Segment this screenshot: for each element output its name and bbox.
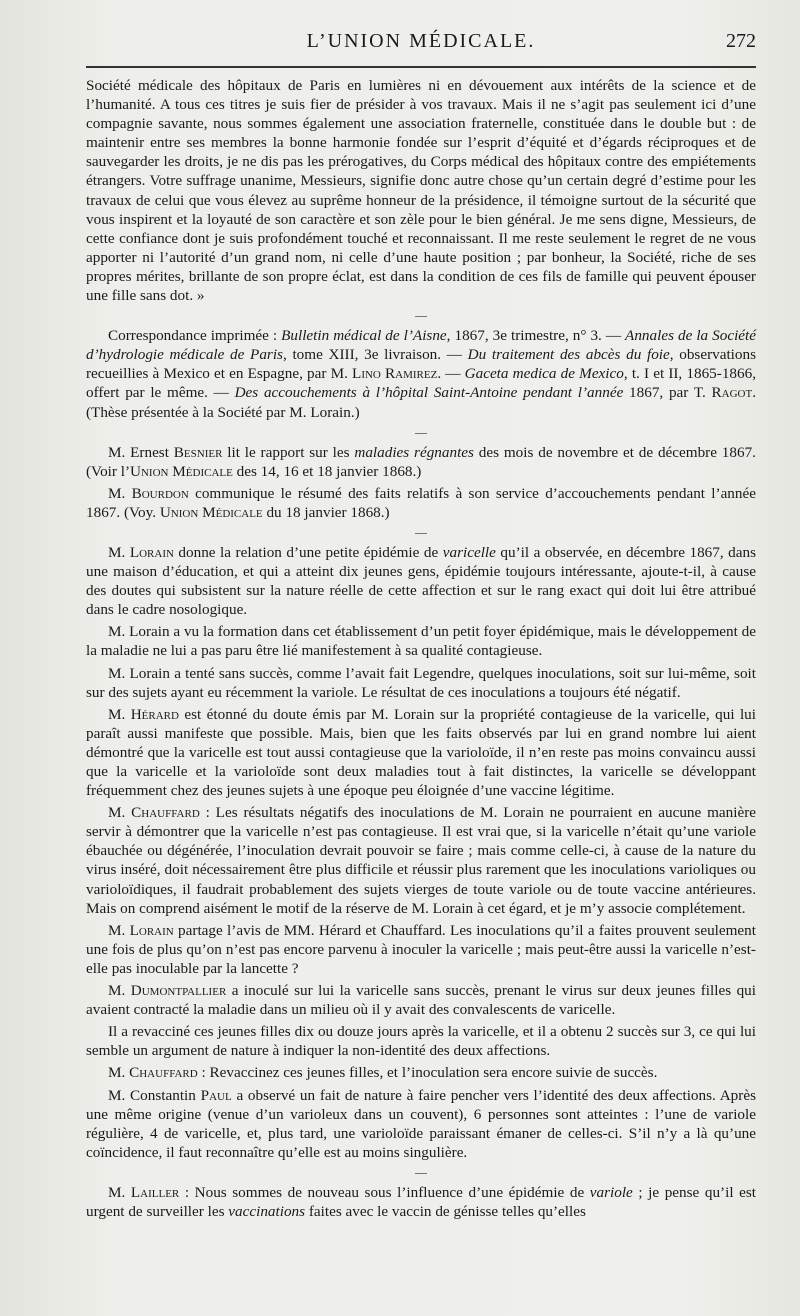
paragraph-dumontpallier: M. Dumontpallier a inoculé sur lui la varicelle sans succès, prenant le virus sur deux jeunes filles qui avaient contracté la maladie dans un milieu où il y avait des convalescents de varicelle. xyxy=(86,982,756,1019)
separator: — xyxy=(415,524,427,539)
paragraph-herard: M. Hérard est étonné du doute émis par M. Lorain sur la propriété contagieuse de la varicelle, qui lui paraît aussi manifeste que possible. Mais, bien que les faits observés par lui en grand nombre lui aient démontré que la varicelle est tout aussi contagieuse que la varioloïde, il n’en reste pas moins convaincu aussi que la varicelle et la varioloïde sont deux maladies tout à fait distinctes, la varicelle se développant fréquemment chez des jeunes sujets à une époque peu éloignée d’une vaccine légitime. xyxy=(86,705,756,800)
separator: — xyxy=(415,424,427,439)
paragraph-paul: M. Constantin Paul a observé un fait de nature à faire pencher vers l’identité des deux affections. Après une même origine (venue d’un varioleux dans un couvent), 6 personnes sont atteintes : l’une de variole régulière, 4 de varicelle, et, plus tard, une varioloïde paraissant émaner de celles-ci. S’il n’y a là qu’une coïncidence, il faut reconnaître qu’elle est au moins singulière. xyxy=(86,1086,756,1161)
paragraph-chauffard-reply: M. Chauffard : Revaccinez ces jeunes filles, et l’inoculation sera encore suivie de succès. xyxy=(108,1064,658,1082)
article-body xyxy=(86,76,756,1221)
page-number: 272 xyxy=(726,30,756,52)
paragraph-bourdon: M. Bourdon communique le résumé des faits relatifs à son service d’accouchements pendant l’année 1867. (Voy. Union Médicale du 18 janvier 1868.) xyxy=(86,484,756,521)
journal-title: L’UNION MÉDICALE. xyxy=(306,30,536,52)
separator: — xyxy=(415,1164,427,1179)
paragraph-correspondance: Correspondance imprimée : Bulletin médical de l’Aisne, 1867, 3e trimestre, n° 3. — Annales de la Société d’hydrologie médicale de Paris, tome XIII, 3e livraison. — Du traitement des abcès du foie, observations recueillies à Mexico et en Espagne, par M. Lino Ramirez. — Gaceta medica de Mexico, t. I et II, 1865-1866, offert par le même. — Des accouchements à l’hôpital Saint-Antoine pendant l’année 1867, par T. Ragot. (Thèse présentée à la Société par M. Lorain.) xyxy=(86,327,757,421)
paragraph-chauffard: M. Chauffard : Les résultats négatifs des inoculations de M. Lorain ne pourraient en aucune manière servir à démontrer que la varicelle n’est pas contagieuse. Il est vrai que, si la varicelle n’était qu’une variole ébauchée ou dégénérée, l’inoculation devrait pouvoir se faire ; mais comme celle-ci, à cause de la nature du virus inséré, doit nécessairement être plus difficile et réussir plus rarement que les inoculations varioliques ou varioloïdiques, il faudrait probablement des sujets vierges de toute variole ou de toute vaccine antérieures. Mais on comprend aisément le motif de la réserve de M. Lorain à cet égard, et je m’y associe complétement. xyxy=(86,804,756,917)
paragraph-lorain-relation: M. Lorain donne la relation d’une petite épidémie de varicelle qu’il a observée, en décembre 1867, dans une maison d’éducation, et qui a atteint dix jeunes gens, épidémie toujours intéressante, ajoute-t-il, à cause des doutes qui subsistent sur la nature réelle de cette affection et sur le rang exact qui doit lui être attribué dans le cadre nosologique. xyxy=(86,543,756,619)
paragraph-lorain-inoculations: M. Lorain a tenté sans succès, comme l’avait fait Legendre, quelques inoculations, soit sur lui-même, soit sur des sujets ayant eu récemment la variole. Le résultat de ces inoculations a toujours été négatif. xyxy=(86,664,756,701)
paragraph-lorain-foyer: M. Lorain a vu la formation dans cet établissement d’un petit foyer épidémique, mais le développement de la maladie ne lui a pas paru être lié manifestement à sa qualité contagieuse. xyxy=(86,623,756,660)
page-header xyxy=(86,30,756,68)
paragraph-lorain-avis: M. Lorain partage l’avis de MM. Hérard et Chauffard. Les inoculations qu’il a faites prouvent seulement une fois de plus qu’on n’est pas encore parvenu à inoculer la varicelle ; mais peut-être aussi la varicelle n’est-elle pas inoculable par la lancette ? xyxy=(86,921,756,977)
paragraph-besnier: M. Ernest Besnier lit le rapport sur les maladies régnantes des mois de novembre et de décembre 1867. (Voir l’Union Médicale des 14, 16 et 18 janvier 1868.) xyxy=(86,443,756,480)
paragraph-lailler: M. Lailler : Nous sommes de nouveau sous l’influence d’une épidémie de variole ; je pense qu’il est urgent de surveiller les vaccinations faites avec le vaccin de génisse telles qu’elles xyxy=(86,1183,756,1220)
separator: — xyxy=(415,308,427,323)
paragraph-revaccination: Il a revacciné ces jeunes filles dix ou douze jours après la varicelle, et il a obtenu 2 succès sur 3, ce qui lui semble un argument de nature à indiquer la non-identité des deux affections. xyxy=(86,1023,756,1060)
paragraph-speech-end: Société médicale des hôpitaux de Paris en lumières ni en dévouement aux intérêts de la science et de l’humanité. A tous ces titres je suis fier de présider à vos travaux. Mais il ne s’agit pas seulement ici d’une compagnie savante, nous sommes également une association fraternelle, constituée dans le double but : de maintenir entre ses membres la bonne harmonie fondée sur l’esprit d’équité et d’égards réciproques et de sauvegarder les droits, je ne dis pas les prérogatives, du Corps médical des hôpitaux contre des empiétements étrangers. Votre suffrage unanime, Messieurs, signifie donc autre chose qu’un certain degré d’estime pour les travaux de celui que vous élevez au suprême honneur de la présidence, il témoigne surtout de la sécurité que vous inspirent et la loyauté de son caractère et son zèle pour le bien général. Je me sens digne, Messieurs, de cette confiance dont je suis profondément touché et reconnaissant. Il me reste seulement le regret de ne vous apporter ni l’autorité d’un grand nom, ni celle d’une haute position ; par bonheur, la Société, riche de ses propres mérites, brillante de son propre éclat, est dans la condition de ces fils de famille qui peuvent épouser une fille sans dot. » xyxy=(86,77,756,305)
